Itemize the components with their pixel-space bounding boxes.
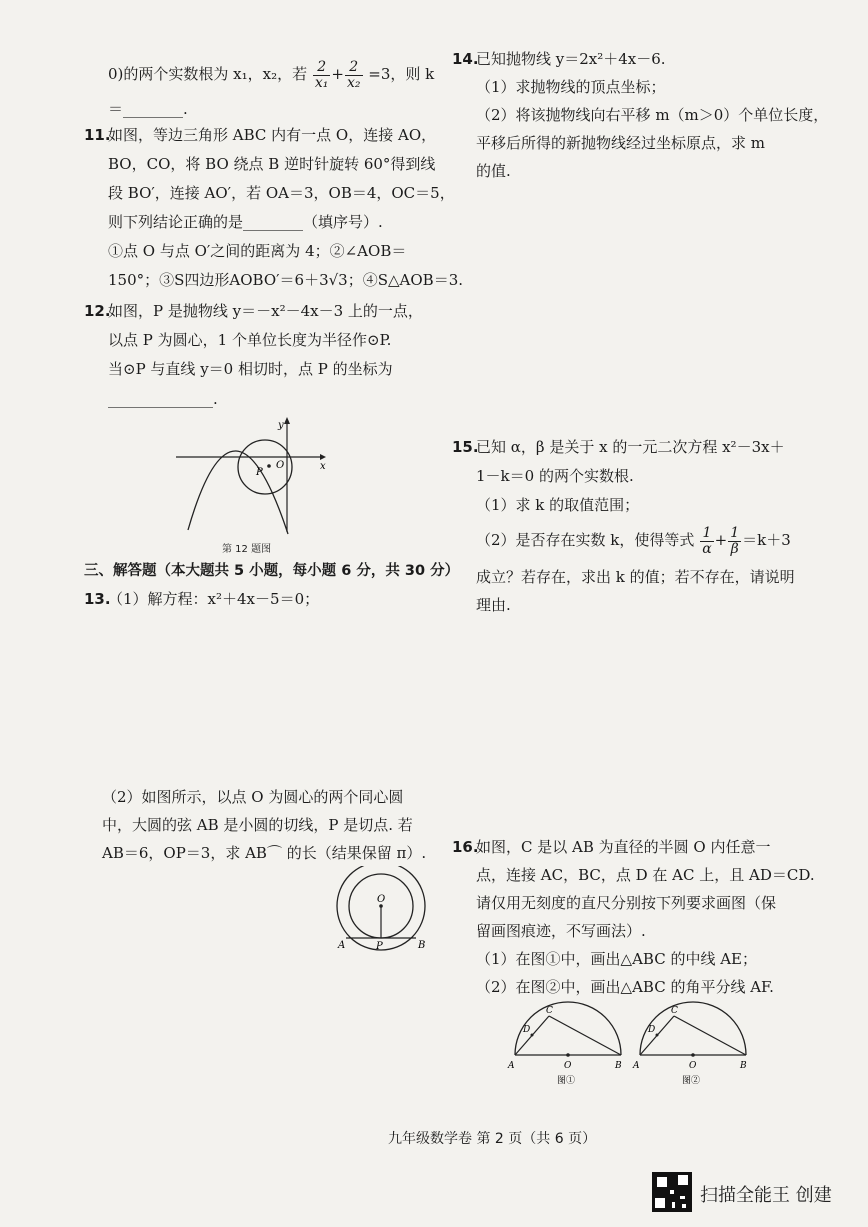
- q15-fraction-beta: $\frac{1}{\beta}$: [730, 525, 740, 557]
- q11-number: 11.: [84, 126, 111, 144]
- q12-caption: 第 12 题图: [222, 544, 272, 555]
- label-o: O: [689, 1061, 697, 1071]
- q15-line5: 成立？若存在，求出 k 的值；若不存在，请说明: [476, 568, 795, 586]
- q14-number: 14.: [452, 50, 479, 68]
- fig-b-label: B: [418, 940, 426, 951]
- q13-part2-line3: AB＝6，OP＝3，求 AB⌒ 的长（结果保留 π）.: [102, 844, 427, 862]
- y-axis-arrow-icon: [284, 417, 290, 424]
- label-b: B: [615, 1061, 622, 1071]
- fig-y-label: y: [278, 420, 284, 431]
- q11-line4: 则下列结论正确的是________（填序号）.: [108, 213, 383, 231]
- q11-line6: 150°；③S四边形AOBO′＝6＋3√3；④S△AOB＝3.: [108, 271, 464, 289]
- q12-line4: ______________.: [108, 390, 218, 408]
- fig-x-label: x: [320, 461, 326, 472]
- qr-code-icon: [652, 1172, 692, 1212]
- label-a: A: [508, 1061, 515, 1071]
- label-d: D: [648, 1025, 656, 1035]
- fig1-caption: 图①: [557, 1076, 576, 1086]
- q16-figure-1: [505, 1000, 630, 1088]
- q12-figure: [170, 412, 335, 537]
- q13-figure: [326, 866, 436, 952]
- q15-line1: 已知 α，β 是关于 x 的一元二次方程 x²－3x＋: [476, 438, 785, 456]
- fig2-caption: 图②: [682, 1076, 701, 1086]
- q15-line4: （2）是否存在实数 k，使得等式 $\frac{1}{\alpha}$ + $\frac{1}{\beta}$ ＝k＋3: [476, 525, 791, 557]
- scanner-watermark: 扫描全能王 创建: [700, 1185, 832, 1206]
- q12-number: 12.: [84, 302, 111, 320]
- label-b: B: [740, 1061, 747, 1071]
- q14-line5: 的值.: [476, 162, 511, 180]
- label-d: D: [523, 1025, 531, 1035]
- q16-line2: 点，连接 AC，BC，点 D 在 AC 上，且 AD＝CD.: [476, 866, 815, 884]
- q13-number: 13.: [84, 590, 111, 608]
- q16-line3: 请仅用无刻度的直尺分别按下列要求画图（保: [476, 894, 777, 912]
- q16-line6: （2）在图②中，画出△ABC 的角平分线 AF.: [476, 978, 774, 996]
- point-d: [531, 1034, 534, 1037]
- label-o: O: [564, 1061, 572, 1071]
- q11-line1: 如图，等边三角形 ABC 内有一点 O，连接 AO，: [108, 126, 437, 144]
- q10-fraction-1: $\frac{2}{\text{x₁}}$: [314, 59, 329, 91]
- q12-line3: 当⊙P 与直线 y＝0 相切时，点 P 的坐标为: [108, 360, 393, 378]
- q10-fraction-2: $\frac{2}{\text{x₂}}$: [347, 59, 361, 91]
- fig-o-label: O: [377, 894, 386, 905]
- q13-part2-line1: （2）如图所示，以点 O 为圆心的两个同心圆: [102, 788, 404, 806]
- label-a: A: [633, 1061, 640, 1071]
- q13-part1: （1）解方程：x²＋4x－5＝0；: [108, 590, 320, 608]
- q11-line3: 段 BO′，连接 AO′，若 OA＝3，OB＝4，OC＝5，: [108, 184, 455, 202]
- q12-line1: 如图，P 是抛物线 y＝－x²－4x－3 上的一点，: [108, 302, 423, 320]
- q12-line2: 以点 P 为圆心，1 个单位长度为半径作⊙P.: [108, 331, 392, 349]
- point-d: [656, 1034, 659, 1037]
- q11-line5: ①点 O 与点 O′之间的距离为 4；②∠AOB＝: [108, 242, 407, 260]
- label-c: C: [671, 1006, 678, 1016]
- fig-a-label: A: [338, 940, 346, 951]
- q15-line6: 理由.: [476, 596, 511, 614]
- q10-line1: 0)的两个实数根为 x₁，x₂，若 $\frac{2}{\text{x₁}}$ + $\frac{2}{\text{x₂}}$ =3，则 k: [108, 59, 435, 91]
- q15-number: 15.: [452, 438, 479, 456]
- q10-line2: ＝________.: [108, 100, 188, 118]
- fig-p-label: P: [376, 941, 383, 952]
- page-footer: 九年级数学卷 第 2 页（共 6 页）: [388, 1131, 597, 1147]
- q16-figure-2: [632, 1000, 757, 1088]
- point-o: [691, 1053, 695, 1057]
- section-3-heading: 三、解答题（本大题共 5 小题，每小题 6 分，共 30 分）: [84, 563, 460, 579]
- point-o: [566, 1053, 570, 1057]
- q16-number: 16.: [452, 838, 479, 856]
- fig-p-label: P: [256, 467, 263, 478]
- x-axis-arrow-icon: [320, 454, 326, 460]
- q14-line4: 平移后所得的新抛物线经过坐标原点，求 m: [476, 134, 765, 152]
- q13-part2-line2: 中，大圆的弦 AB 是小圆的切线，P 是切点. 若: [102, 816, 413, 834]
- q10-text-a: 0)的两个实数根为 x₁，x₂，若: [108, 65, 308, 84]
- q15-line3: （1）求 k 的取值范围；: [476, 496, 640, 514]
- fig-o-label: O: [276, 460, 285, 471]
- q14-line2: （1）求抛物线的顶点坐标；: [476, 78, 666, 96]
- q16-line4: 留画图痕迹，不写画法）.: [476, 922, 646, 940]
- label-c: C: [546, 1006, 553, 1016]
- q16-line5: （1）在图①中，画出△ABC 的中线 AE；: [476, 950, 758, 968]
- q14-line1: 已知抛物线 y＝2x²＋4x－6.: [476, 50, 666, 68]
- q15-fraction-alpha: $\frac{1}{\alpha}$: [702, 525, 712, 557]
- q14-line3: （2）将该抛物线向右平移 m（m＞0）个单位长度，: [476, 106, 829, 124]
- q15-line2: 1－k＝0 的两个实数根.: [476, 467, 634, 485]
- q10-text-b: =3，则 k: [368, 65, 435, 84]
- q16-line1: 如图，C 是以 AB 为直径的半圆 O 内任意一: [476, 838, 771, 856]
- point-p: [267, 464, 271, 468]
- q11-line2: BO，CO，将 BO 绕点 B 逆时针旋转 60°得到线: [108, 155, 436, 173]
